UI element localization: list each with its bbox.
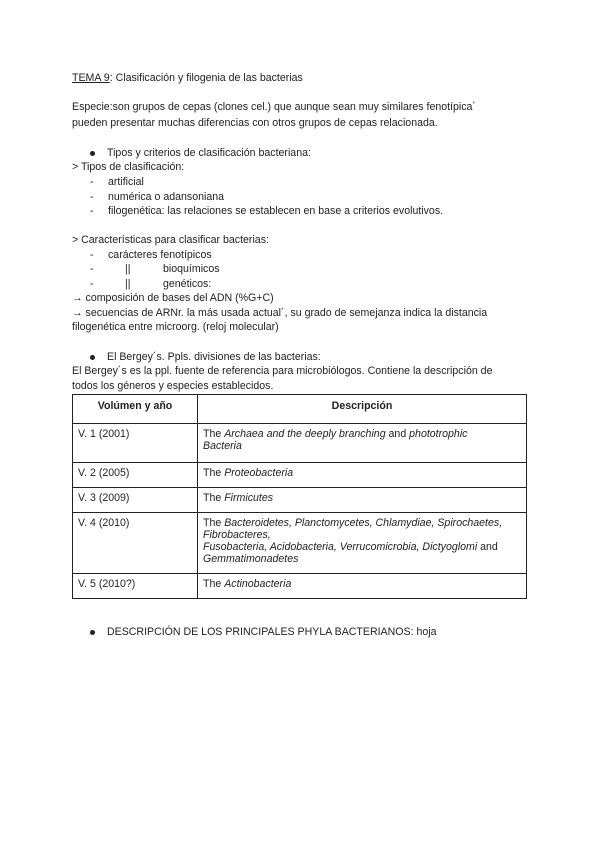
table-row [73, 513, 527, 574]
section3-line-2: todos los géneros y especies establecidos. [72, 380, 274, 392]
footer-bullet [90, 626, 437, 638]
title-rest: : Clasificación y filogenia de las bacterias [109, 72, 303, 84]
bullet-icon [90, 630, 95, 635]
table-cell-volume: V. 2 (2005) [73, 463, 198, 488]
table-cell-description: The Bacteroidetes, Planctomycetes, Chlamydiae, Spirochaetes, Fibrobacteres, Fusobacteria, Acidobacteria, Verrucomicrobia, Dictyoglomi and Gemmatimonadetes [198, 513, 527, 574]
section2-subhead: > Características para clasificar bacterias: [72, 234, 269, 246]
intro-line-1: Especie:son grupos de cepas (clones cel.) que aunque sean muy similares fenotípica´ [72, 101, 476, 113]
section1-item-dash: - [90, 176, 94, 188]
section3-line-1: El Bergey´s es la ppl. fuente de referencia para microbiólogos. Contiene la descripción de [72, 365, 493, 377]
table-cell-volume: V. 1 (2001) [73, 424, 198, 463]
table-cell-description: The Actinobacteria [198, 574, 527, 599]
table-cell-description: The Archaea and the deeply branching and phototrophic Bacteria [198, 424, 527, 463]
section2-item: carácteres fenotípicos [108, 249, 212, 261]
table-header: Descripción [198, 395, 527, 424]
section1-bullet [90, 147, 311, 159]
section2-item: bioquímicos [163, 263, 220, 275]
table-row [73, 463, 527, 488]
section3-bullet [90, 351, 321, 363]
section1-item: artificial [108, 176, 144, 188]
arrow-line-1: → composición de bases del ADN (%G+C) [72, 292, 274, 304]
ditto-mark: || [125, 263, 131, 275]
arrow-line-2b: filogenética entre microorg. (reloj molecular) [72, 321, 279, 333]
section2-item-dash: - [90, 249, 94, 261]
section1-item: numérica o adansoniana [108, 191, 225, 203]
table-row [73, 488, 527, 513]
bergey-table [72, 394, 527, 599]
table-cell-volume: V. 4 (2010) [73, 513, 198, 574]
table-header: Volúmen y año [73, 395, 198, 424]
title-prefix: TEMA 9 [72, 72, 110, 84]
arrow-line-2: → secuencias de ARNr. la más usada actual´, su grado de semejanza indica la distancia [72, 307, 488, 319]
section1-subhead: > Tipos de clasificación: [72, 161, 185, 173]
ditto-mark: || [125, 278, 131, 290]
section3-bullet-text: El Bergey´s. Ppls. divisiones de las bacterias: [107, 351, 321, 363]
bullet-icon [90, 151, 95, 156]
page-title [72, 72, 303, 84]
table-cell-volume: V. 5 (2010?) [73, 574, 198, 599]
table-header-row [73, 395, 527, 424]
section2-item-dash: - [90, 278, 94, 290]
table-cell-description: The Firmicutes [198, 488, 527, 513]
table-row [73, 574, 527, 599]
intro-line-2: pueden presentar muchas diferencias con otros grupos de cepas relacionada. [72, 117, 438, 129]
bullet-icon [90, 355, 95, 360]
table-row [73, 424, 527, 463]
section1-item-dash: - [90, 191, 94, 203]
section1-item-dash: - [90, 205, 94, 217]
table-cell-description: The Proteobacteria [198, 463, 527, 488]
section2-item: genéticos: [163, 278, 212, 290]
section1-bullet-text: Tipos y criterios de clasificación bacteriana: [107, 147, 311, 159]
section1-item: filogenética: las relaciones se establecen en base a criterios evolutivos. [108, 205, 444, 217]
table-cell-volume: V. 3 (2009) [73, 488, 198, 513]
section2-item-dash: - [90, 263, 94, 275]
footer-bullet-text: DESCRIPCIÓN DE LOS PRINCIPALES PHYLA BACTERIANOS: hoja [107, 626, 437, 638]
